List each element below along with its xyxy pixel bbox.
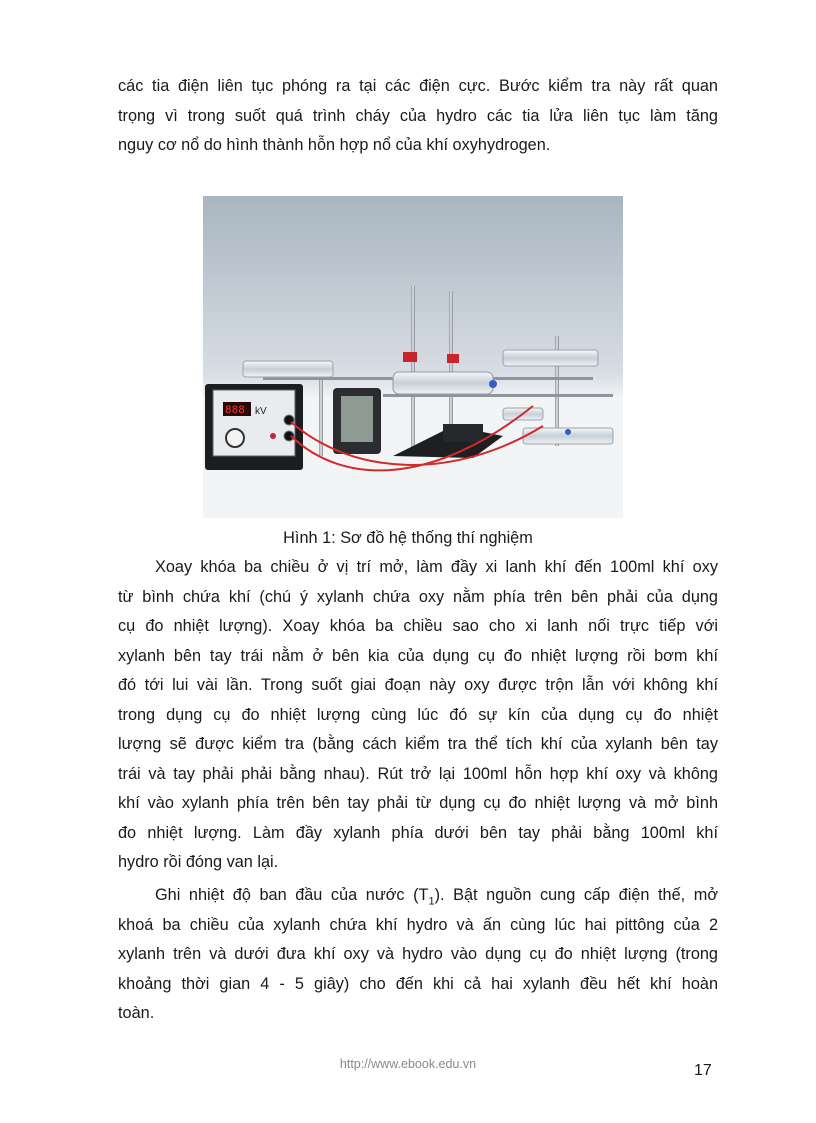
text-line: xylanh trên và dưới đưa khí oxy và hydro vào dụng cụ đo nhiệt lượng (trong (118, 945, 718, 963)
text-line: khoảng thời gian 4 - 5 giây) cho đến khi cả hai xylanh đều hết khí hoàn (118, 974, 718, 993)
page-number: 17 (694, 1062, 712, 1079)
text-line: hydro rồi đóng van lại. (118, 853, 279, 871)
text-line: toàn. (118, 1004, 155, 1022)
text-line: trọng vì trong suốt quá trình cháy của hydro các tia lửa liên tục làm tăng (118, 106, 718, 125)
text-line: khí vào xylanh phía trên bên tay phải từ dụng cụ đo nhiệt lượng và mở bình (118, 794, 718, 812)
paragraph-top (118, 72, 718, 161)
figure-caption: Hình 1: Sơ đồ hệ thống thí nghiệm (283, 529, 533, 547)
svg-text:kV: kV (255, 406, 267, 417)
text-line: trái và tay phải phải bằng nhau). Rút trở lại 100ml hỗn hợp khí oxy và không (118, 764, 718, 783)
left-syringe (243, 361, 333, 377)
paragraph-3 (118, 881, 718, 1029)
footer-url: http://www.ebook.edu.vn (339, 1057, 477, 1071)
kv-display: 888 (225, 405, 245, 417)
text-line: xylanh bên tay trái nằm ở bên kia của dụng cụ đo nhiệt lượng rồi bơm khí (118, 646, 718, 665)
stand-rod (411, 286, 415, 456)
text-line: đo nhiệt lượng. Làm đầy xylanh phía dưới bên tay phải bằng 100ml khí (118, 823, 718, 842)
text-line: nguy cơ nổ do hình thành hỗn hợp nổ của khí oxyhydrogen. (118, 136, 551, 154)
text-line: Ghi nhiệt độ ban đầu của nước $(T_1)$. Bật nguồn cung cấp điện thế, mở (155, 886, 718, 908)
text-line: lượng sẽ được kiểm tra (bằng cách kiểm tra thể tích khí của xylanh bên tay (118, 735, 718, 753)
paragraph-2 (118, 553, 718, 878)
calorimeter (393, 372, 493, 394)
text-line: các tia điện liên tục phóng ra tại các điện cực. Bước kiểm tra này rất quan (118, 77, 718, 95)
text-line: đó tới lui vài lần. Trong suốt giai đoạn này oxy được trộn lẫn với không khí (118, 676, 718, 694)
text-line: từ bình chứa khí (chú ý xylanh chứa oxy nằm phía trên bên phải của dụng (118, 587, 718, 606)
voltage-knob (226, 429, 244, 447)
text-line: Xoay khóa ba chiều ở vị trí mở, làm đầy xi lanh khí đến 100ml khí oxy (155, 558, 718, 576)
upper-right-syringe (503, 350, 598, 366)
text-line: khoá ba chiều của xylanh chứa khí hydro và ấn cùng lúc hai pittông của 2 (118, 915, 718, 934)
subscript: 1 (428, 895, 435, 908)
apparatus-photo (203, 196, 623, 518)
text-line: cụ đo nhiệt lượng). Xoay khóa ba chiều sao cho xi lanh nối trực tiếp với (118, 617, 718, 635)
text-line: trong dụng cụ đo nhiệt lượng cùng lúc đó sự kín của dụng cụ đo nhiệt (118, 705, 718, 724)
